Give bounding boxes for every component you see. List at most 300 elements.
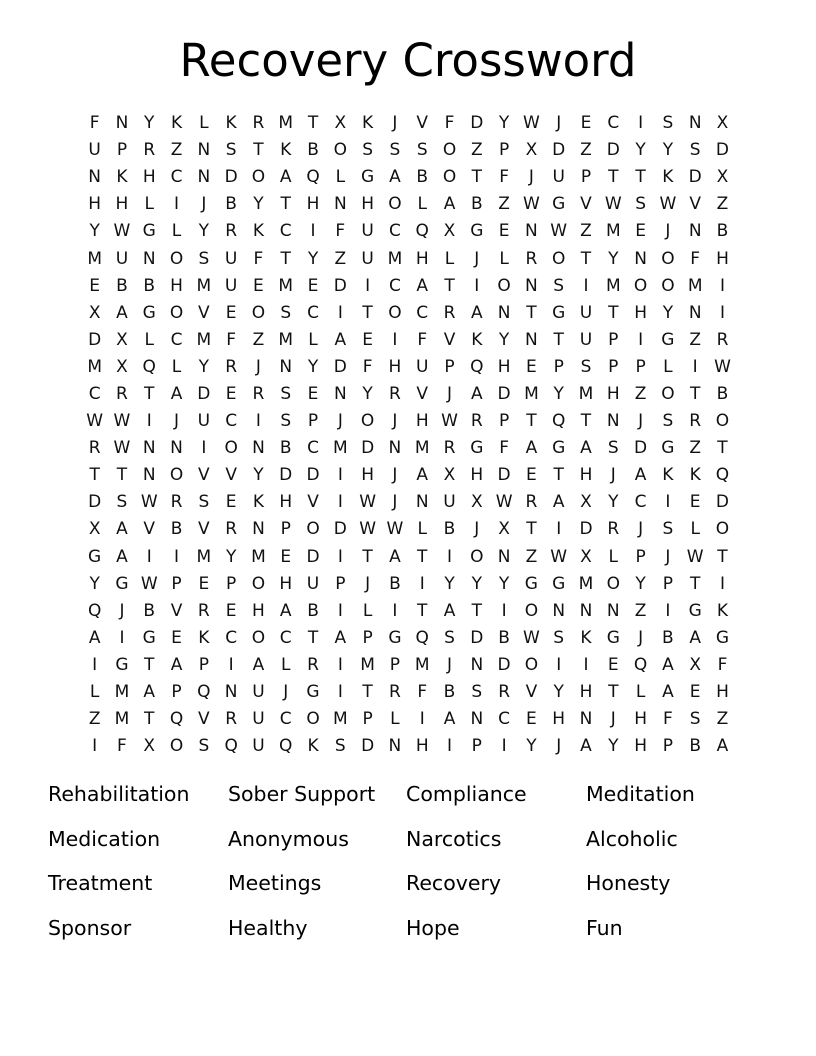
grid-letter: H bbox=[716, 248, 729, 269]
grid-letter: M bbox=[332, 709, 348, 730]
grid-letter: A bbox=[334, 627, 347, 648]
grid-letter: S bbox=[553, 627, 565, 648]
grid-letter: Y bbox=[89, 221, 100, 242]
grid-letter: V bbox=[225, 465, 237, 486]
grid-letter: D bbox=[333, 519, 347, 540]
grid-letter: I bbox=[392, 600, 398, 621]
grid-letter: E bbox=[498, 221, 510, 242]
grid-letter: L bbox=[280, 654, 291, 675]
grid-letter: C bbox=[388, 275, 401, 296]
grid-letter: S bbox=[334, 736, 346, 757]
grid-letter: H bbox=[415, 248, 429, 269]
grid-letter: O bbox=[388, 302, 402, 323]
word-bank-item: Medication bbox=[48, 826, 161, 851]
grid-letter: N bbox=[606, 411, 620, 432]
grid-letter: I bbox=[501, 600, 507, 621]
grid-letter: Q bbox=[142, 356, 156, 377]
grid-letter: P bbox=[389, 654, 401, 675]
grid-letter: P bbox=[444, 356, 455, 377]
grid-letter: E bbox=[307, 383, 319, 404]
grid-letter: Y bbox=[198, 221, 210, 242]
grid-letter: B bbox=[470, 194, 483, 215]
word-bank-item: Meditation bbox=[586, 782, 695, 807]
grid-letter: E bbox=[362, 329, 373, 350]
grid-letter: P bbox=[335, 573, 346, 594]
grid-letter: L bbox=[690, 519, 700, 540]
grid-letter: M bbox=[687, 275, 703, 296]
grid-letter: I bbox=[447, 736, 453, 757]
grid-letter: T bbox=[526, 519, 537, 540]
grid-letter: X bbox=[716, 167, 729, 188]
grid-letter: E bbox=[225, 600, 237, 621]
grid-letter: N bbox=[142, 438, 156, 459]
grid-letter: O bbox=[524, 600, 539, 621]
grid-letter: E bbox=[689, 492, 701, 513]
grid-letter: I bbox=[146, 411, 152, 432]
grid-letter: D bbox=[333, 356, 347, 377]
grid-letter: J bbox=[283, 682, 289, 703]
grid-letter: D bbox=[361, 438, 375, 459]
grid-letter: I bbox=[665, 600, 671, 621]
grid-letter: W bbox=[359, 492, 377, 513]
grid-letter: I bbox=[419, 709, 425, 730]
grid-letter: T bbox=[717, 546, 728, 567]
grid-letter: A bbox=[88, 627, 101, 648]
grid-letter: O bbox=[715, 519, 730, 540]
grid-letter: R bbox=[389, 682, 401, 703]
grid-letter: C bbox=[634, 492, 647, 513]
grid-letter: E bbox=[253, 275, 264, 296]
grid-letter: A bbox=[416, 465, 429, 486]
grid-letter: T bbox=[417, 546, 428, 567]
grid-letter: P bbox=[553, 356, 564, 377]
grid-letter: Y bbox=[498, 113, 510, 134]
grid-letter: G bbox=[524, 573, 538, 594]
word-bank-item: Compliance bbox=[406, 782, 527, 807]
grid-letter: G bbox=[388, 627, 402, 648]
grid-letter: J bbox=[255, 356, 261, 377]
grid-letter: U bbox=[197, 411, 211, 432]
grid-letter: L bbox=[444, 248, 455, 269]
grid-letter: C bbox=[607, 113, 620, 134]
grid-letter: J bbox=[474, 519, 480, 540]
grid-letter: I bbox=[337, 302, 343, 323]
grid-letter: W bbox=[522, 627, 540, 648]
grid-letter: T bbox=[280, 248, 291, 269]
grid-letter: V bbox=[689, 194, 701, 215]
grid-letter: J bbox=[556, 736, 562, 757]
grid-letter: B bbox=[716, 221, 729, 242]
grid-letter: J bbox=[447, 654, 453, 675]
grid-letter: O bbox=[661, 248, 675, 269]
grid-letter: B bbox=[689, 736, 702, 757]
grid-letter: Y bbox=[526, 736, 537, 757]
grid-letter: G bbox=[606, 627, 620, 648]
grid-letter: R bbox=[225, 221, 238, 242]
grid-letter: X bbox=[580, 546, 592, 567]
grid-letter: X bbox=[498, 519, 510, 540]
grid-letter: K bbox=[307, 736, 319, 757]
grid-letter: I bbox=[337, 682, 343, 703]
grid-letter: Y bbox=[608, 736, 619, 757]
grid-letter: M bbox=[196, 546, 212, 567]
grid-letter: B bbox=[143, 600, 156, 621]
grid-letter: J bbox=[392, 465, 398, 486]
grid-letter: L bbox=[499, 248, 509, 269]
grid-letter: Y bbox=[498, 329, 510, 350]
grid-letter: N bbox=[497, 546, 511, 567]
grid-letter: U bbox=[443, 492, 456, 513]
grid-letter: M bbox=[278, 329, 294, 350]
grid-letter: D bbox=[333, 275, 347, 296]
grid-letter: Y bbox=[307, 248, 319, 269]
grid-letter: I bbox=[638, 113, 644, 134]
grid-letter: L bbox=[308, 329, 318, 350]
grid-letter: A bbox=[116, 302, 128, 323]
grid-letter: T bbox=[608, 167, 619, 188]
grid-letter: N bbox=[497, 302, 511, 323]
grid-letter: G bbox=[552, 194, 566, 215]
grid-letter: N bbox=[224, 682, 238, 703]
grid-letter: Q bbox=[715, 465, 730, 486]
grid-letter: T bbox=[144, 709, 155, 730]
grid-letter: Q bbox=[169, 709, 184, 730]
grid-letter: T bbox=[608, 302, 619, 323]
grid-letter: O bbox=[169, 248, 184, 269]
grid-letter: W bbox=[686, 546, 704, 567]
grid-letter: T bbox=[717, 438, 728, 459]
grid-letter: F bbox=[253, 248, 264, 269]
grid-letter: Q bbox=[470, 356, 484, 377]
grid-letter: H bbox=[634, 709, 647, 730]
grid-letter: A bbox=[334, 329, 347, 350]
word-bank-item: Healthy bbox=[228, 915, 308, 940]
grid-letter: M bbox=[605, 221, 621, 242]
grid-letter: A bbox=[443, 709, 456, 730]
grid-letter: L bbox=[335, 167, 346, 188]
grid-letter: C bbox=[388, 221, 401, 242]
grid-letter: P bbox=[635, 546, 646, 567]
grid-letter: X bbox=[143, 736, 156, 757]
grid-letter: I bbox=[719, 302, 725, 323]
grid-letter: T bbox=[580, 248, 592, 269]
grid-letter: S bbox=[607, 438, 619, 459]
grid-letter: W bbox=[522, 113, 540, 134]
grid-letter: V bbox=[170, 600, 183, 621]
grid-letter: F bbox=[226, 329, 237, 350]
grid-letter: I bbox=[392, 329, 398, 350]
grid-letter: S bbox=[553, 275, 565, 296]
grid-letter: O bbox=[442, 167, 457, 188]
grid-letter: N bbox=[142, 248, 156, 269]
grid-letter: T bbox=[362, 302, 373, 323]
grid-letter: J bbox=[528, 167, 534, 188]
grid-letter: P bbox=[498, 140, 510, 161]
grid-letter: G bbox=[361, 167, 375, 188]
grid-letter: Q bbox=[197, 682, 211, 703]
grid-letter: R bbox=[88, 438, 101, 459]
grid-letter: X bbox=[88, 519, 101, 540]
grid-letter: G bbox=[661, 329, 675, 350]
grid-letter: R bbox=[716, 329, 729, 350]
grid-letter: V bbox=[198, 465, 210, 486]
grid-letter: D bbox=[470, 627, 484, 648]
grid-letter: D bbox=[306, 465, 320, 486]
grid-letter: B bbox=[225, 194, 237, 215]
grid-letter: T bbox=[635, 167, 646, 188]
grid-letter: K bbox=[471, 329, 483, 350]
grid-letter: L bbox=[608, 546, 619, 567]
grid-letter: U bbox=[224, 275, 238, 296]
word-bank-item: Meetings bbox=[228, 871, 322, 896]
grid-letter: A bbox=[662, 654, 674, 675]
grid-letter: M bbox=[278, 113, 294, 134]
grid-letter: R bbox=[170, 492, 183, 513]
grid-letter: G bbox=[552, 302, 566, 323]
grid-letter: U bbox=[361, 248, 374, 269]
grid-letter: B bbox=[662, 627, 674, 648]
grid-letter: Y bbox=[144, 113, 155, 134]
grid-letter: L bbox=[171, 356, 182, 377]
grid-letter: D bbox=[197, 383, 211, 404]
grid-letter: H bbox=[415, 411, 429, 432]
grid-letter: T bbox=[471, 600, 482, 621]
grid-letter: L bbox=[89, 682, 100, 703]
grid-letter: G bbox=[552, 438, 566, 459]
grid-letter: S bbox=[280, 411, 292, 432]
grid-letter: G bbox=[142, 221, 156, 242]
grid-letter: A bbox=[116, 546, 128, 567]
grid-letter: W bbox=[550, 546, 568, 567]
grid-letter: T bbox=[417, 600, 428, 621]
grid-letter: H bbox=[142, 167, 156, 188]
grid-letter: E bbox=[526, 465, 537, 486]
grid-letter: H bbox=[361, 465, 375, 486]
grid-letter: N bbox=[170, 438, 183, 459]
grid-letter: R bbox=[607, 519, 620, 540]
grid-letter: H bbox=[634, 736, 647, 757]
grid-letter: V bbox=[580, 194, 592, 215]
grid-letter: B bbox=[116, 275, 128, 296]
grid-letter: C bbox=[225, 627, 238, 648]
grid-letter: O bbox=[306, 519, 320, 540]
grid-letter: G bbox=[115, 573, 129, 594]
grid-letter: Z bbox=[689, 329, 701, 350]
grid-letter: S bbox=[225, 140, 237, 161]
grid-letter: V bbox=[307, 492, 319, 513]
grid-letter: M bbox=[387, 248, 403, 269]
grid-letter: V bbox=[198, 302, 210, 323]
grid-letter: K bbox=[280, 140, 292, 161]
grid-letter: N bbox=[388, 438, 402, 459]
grid-letter: N bbox=[552, 600, 566, 621]
grid-letter: Y bbox=[253, 465, 264, 486]
grid-letter: O bbox=[169, 465, 184, 486]
grid-letter: T bbox=[526, 411, 537, 432]
grid-letter: X bbox=[470, 492, 483, 513]
grid-letter: E bbox=[225, 383, 237, 404]
grid-letter: W bbox=[495, 492, 513, 513]
grid-letter: T bbox=[362, 546, 373, 567]
grid-letter: Z bbox=[634, 383, 647, 404]
grid-letter: K bbox=[362, 113, 374, 134]
grid-letter: L bbox=[390, 709, 400, 730]
grid-letter: E bbox=[607, 654, 619, 675]
grid-letter: O bbox=[661, 275, 675, 296]
grid-letter: A bbox=[279, 600, 292, 621]
grid-letter: Q bbox=[415, 221, 429, 242]
grid-letter: E bbox=[689, 682, 701, 703]
grid-letter: A bbox=[416, 275, 429, 296]
grid-letter: D bbox=[688, 167, 702, 188]
word-bank-item: Recovery bbox=[406, 871, 502, 896]
grid-letter: R bbox=[252, 383, 265, 404]
grid-letter: H bbox=[170, 275, 183, 296]
grid-letter: I bbox=[501, 736, 507, 757]
grid-letter: Y bbox=[471, 573, 482, 594]
grid-letter: M bbox=[87, 356, 102, 377]
grid-letter: E bbox=[580, 113, 592, 134]
grid-letter: Z bbox=[634, 600, 647, 621]
grid-letter: P bbox=[116, 140, 128, 161]
grid-letter: M bbox=[332, 438, 348, 459]
grid-letter: I bbox=[474, 275, 480, 296]
grid-letter: V bbox=[198, 519, 210, 540]
grid-letter: D bbox=[279, 465, 293, 486]
grid-letter: L bbox=[199, 113, 209, 134]
grid-letter: J bbox=[337, 411, 343, 432]
grid-letter: O bbox=[497, 275, 511, 296]
grid-letter: R bbox=[443, 302, 456, 323]
grid-letter: P bbox=[171, 573, 182, 594]
grid-letter: I bbox=[665, 492, 671, 513]
grid-letter: K bbox=[716, 600, 729, 621]
grid-letter: Q bbox=[415, 627, 429, 648]
grid-letter: T bbox=[280, 194, 291, 215]
grid-letter: W bbox=[113, 411, 131, 432]
grid-letter: A bbox=[443, 600, 456, 621]
grid-letter: P bbox=[198, 654, 209, 675]
grid-letter: F bbox=[444, 113, 455, 134]
grid-letter: U bbox=[252, 682, 265, 703]
grid-letter: B bbox=[498, 627, 510, 648]
grid-letter: H bbox=[88, 194, 102, 215]
grid-letter: B bbox=[389, 573, 401, 594]
grid-letter: N bbox=[606, 600, 620, 621]
grid-letter: W bbox=[550, 221, 568, 242]
grid-letter: R bbox=[389, 383, 401, 404]
grid-letter: N bbox=[197, 140, 211, 161]
grid-letter: O bbox=[333, 140, 348, 161]
grid-letter: C bbox=[498, 709, 511, 730]
grid-letter: U bbox=[552, 167, 565, 188]
grid-letter: I bbox=[419, 573, 425, 594]
grid-letter: U bbox=[306, 573, 320, 594]
grid-letter: A bbox=[279, 167, 292, 188]
grid-letter: O bbox=[715, 411, 730, 432]
grid-letter: D bbox=[224, 167, 238, 188]
grid-letter: N bbox=[88, 167, 101, 188]
grid-letter: K bbox=[252, 221, 264, 242]
grid-letter: A bbox=[143, 682, 156, 703]
grid-letter: R bbox=[498, 682, 510, 703]
grid-letter: R bbox=[225, 709, 238, 730]
grid-letter: R bbox=[116, 383, 128, 404]
grid-letter: S bbox=[471, 682, 483, 703]
grid-letter: Y bbox=[635, 140, 646, 161]
grid-letter: R bbox=[225, 519, 238, 540]
grid-letter: Z bbox=[498, 194, 510, 215]
grid-letter: T bbox=[553, 329, 564, 350]
grid-letter: C bbox=[279, 709, 292, 730]
grid-letter: Y bbox=[635, 573, 646, 594]
grid-letter: Z bbox=[470, 140, 483, 161]
grid-letter: E bbox=[526, 356, 537, 377]
grid-letter: D bbox=[715, 140, 730, 161]
grid-letter: W bbox=[522, 194, 540, 215]
grid-letter: C bbox=[279, 221, 292, 242]
grid-letter: B bbox=[443, 682, 456, 703]
grid-letter: P bbox=[608, 356, 619, 377]
grid-letter: A bbox=[389, 546, 401, 567]
grid-letter: D bbox=[88, 492, 102, 513]
grid-letter: U bbox=[252, 736, 265, 757]
grid-letter: M bbox=[524, 383, 539, 404]
word-bank-item: Sober Support bbox=[228, 782, 376, 807]
grid-letter: X bbox=[116, 329, 128, 350]
grid-letter: R bbox=[443, 438, 456, 459]
grid-letter: E bbox=[225, 492, 237, 513]
grid-letter: C bbox=[170, 329, 183, 350]
grid-letter: O bbox=[251, 627, 266, 648]
grid-letter: Q bbox=[306, 167, 320, 188]
grid-letter: N bbox=[688, 302, 702, 323]
grid-letter: O bbox=[251, 302, 266, 323]
grid-letter: J bbox=[447, 383, 453, 404]
grid-letter: H bbox=[579, 682, 593, 703]
grid-letter: E bbox=[280, 546, 292, 567]
grid-letter: A bbox=[252, 654, 265, 675]
grid-letter: S bbox=[444, 627, 455, 648]
grid-letter: O bbox=[606, 573, 620, 594]
grid-letter: F bbox=[717, 654, 728, 675]
grid-letter: M bbox=[414, 438, 430, 459]
grid-letter: J bbox=[665, 221, 671, 242]
grid-letter: X bbox=[443, 465, 456, 486]
grid-letter: O bbox=[388, 194, 402, 215]
grid-letter: T bbox=[116, 465, 128, 486]
grid-letter: T bbox=[608, 682, 619, 703]
grid-letter: I bbox=[337, 465, 343, 486]
grid-letter: M bbox=[278, 275, 294, 296]
grid-letter: P bbox=[362, 627, 373, 648]
grid-letter: I bbox=[556, 654, 562, 675]
grid-letter: J bbox=[474, 248, 480, 269]
grid-letter: D bbox=[606, 140, 620, 161]
grid-letter: M bbox=[114, 682, 130, 703]
grid-letter: T bbox=[307, 113, 319, 134]
grid-letter: D bbox=[634, 438, 648, 459]
grid-letter: K bbox=[662, 167, 674, 188]
grid-letter: M bbox=[87, 248, 102, 269]
grid-letter: J bbox=[201, 194, 207, 215]
grid-letter: P bbox=[471, 736, 482, 757]
word-bank-item: Narcotics bbox=[406, 826, 502, 851]
grid-letter: X bbox=[525, 140, 538, 161]
grid-letter: S bbox=[416, 140, 428, 161]
grid-letter: H bbox=[388, 356, 402, 377]
grid-letter: N bbox=[252, 438, 265, 459]
